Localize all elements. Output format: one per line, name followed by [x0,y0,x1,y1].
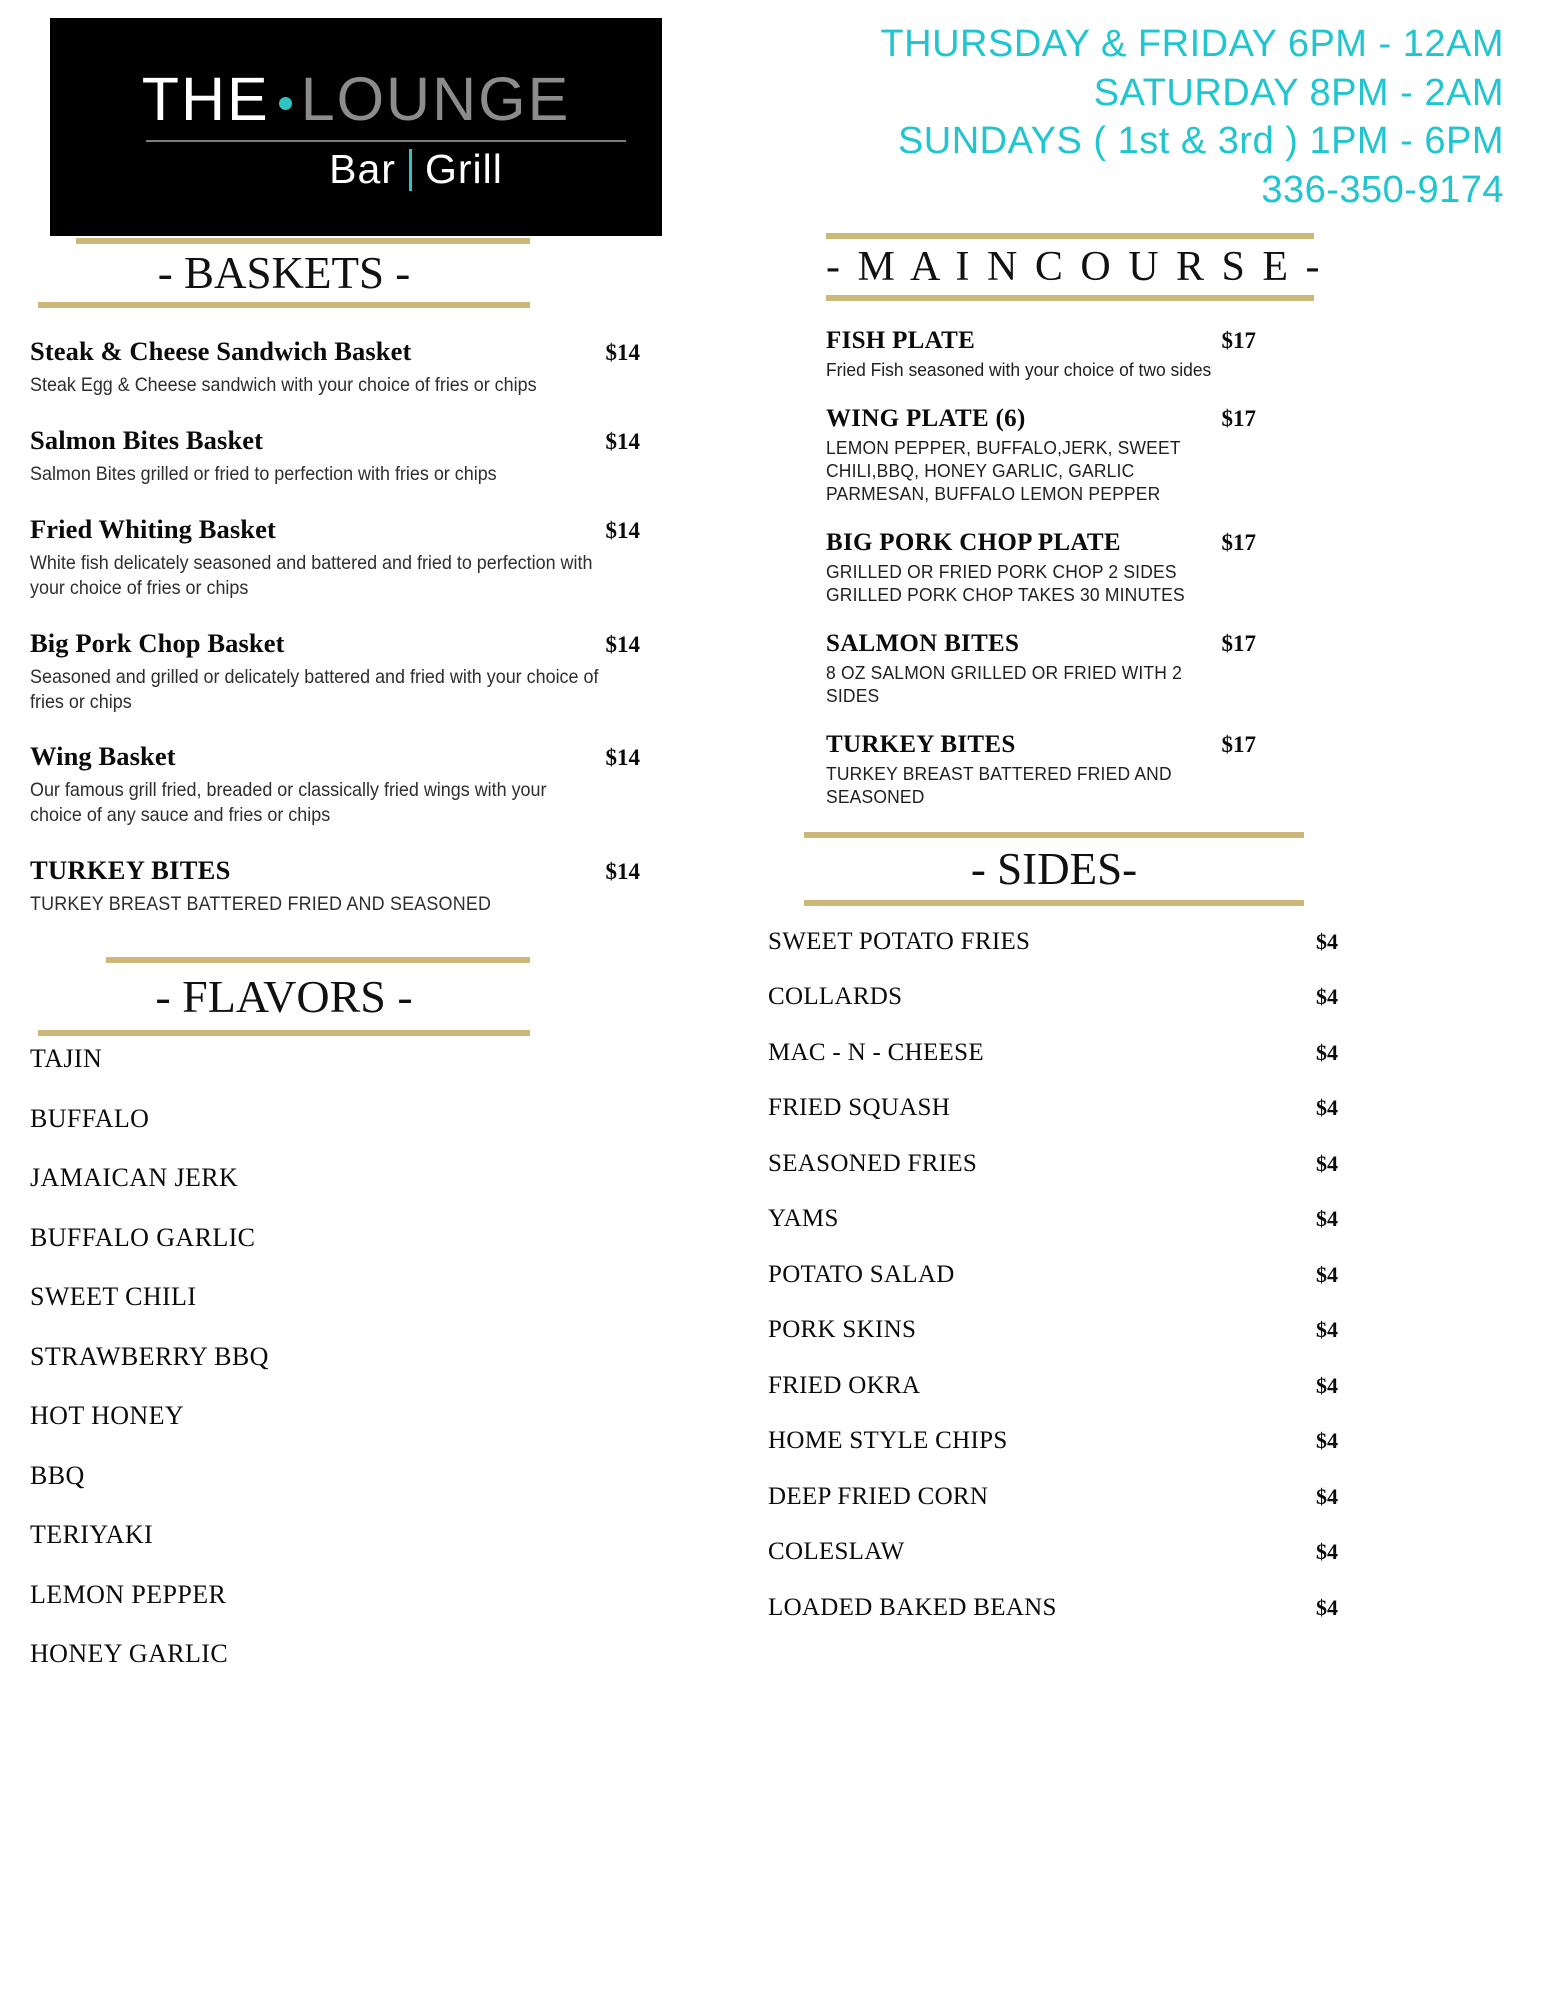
menu-item-name: TURKEY BITES [826,731,1016,759]
menu-item-name: Salmon Bites Basket [30,424,264,455]
menu-item-row [826,327,1256,355]
menu-item-name: WING PLATE (6) [826,404,1026,432]
list-item: STRAWBERRY BBQ [30,1341,269,1371]
side-name: COLESLAW [768,1538,905,1566]
menu-item-price: $17 [1221,630,1256,656]
side-name: PORK SKINS [768,1316,917,1344]
list-item: SWEET CHILI [30,1282,197,1312]
menu-item-row [826,731,1256,759]
side-name: MAC - N - CHEESE [768,1038,984,1066]
side-price: $4 [1316,928,1338,954]
side-price: $4 [1316,1150,1338,1176]
side-price: $4 [1316,1206,1338,1232]
baskets-heading: - BASKETS - [157,248,411,298]
main-course-heading: - M A I N C O U R S E - [826,243,1324,290]
menu-item [826,405,1514,506]
gold-rule-bottom [826,295,1314,301]
menu-item-price: $14 [605,631,640,657]
gold-rule-bottom [38,1030,530,1036]
side-price: $4 [1316,1539,1338,1565]
side-name: HOME STYLE CHIPS [768,1427,1008,1455]
list-item: BUFFALO [30,1103,150,1133]
menu-item-description: TURKEY BREAST BATTERED FRIED AND SEASONED [826,764,1172,808]
right-column [760,10,1544,2000]
side-price: $4 [1316,1317,1338,1343]
menu-item-description: LEMON PEPPER, BUFFALO,JERK, SWEET CHILI,BBQ, HONEY GARLIC, GARLIC PARMESAN, BUFFALO LEMON PEPPER [826,437,1181,504]
list-item: BBQ [30,1460,85,1490]
main-course-item-list [826,327,1514,809]
menu-item-price: $14 [605,339,640,365]
menu-item [30,855,732,917]
menu-item-row [826,405,1256,433]
menu-item-name: FISH PLATE [826,326,976,354]
side-name: YAMS [768,1205,839,1233]
menu-item-price: $17 [1221,327,1256,353]
list-item [768,1372,1338,1400]
list-item [768,1594,1338,1622]
side-name: DEEP FRIED CORN [768,1482,989,1510]
list-item [768,1261,1338,1289]
list-item: JAMAICAN JERK [30,1163,239,1193]
side-name: LOADED BAKED BEANS [768,1593,1057,1621]
menu-item-name: Fried Whiting Basket [30,513,276,544]
menu-item-row [30,628,640,659]
menu-item-price: $14 [605,745,640,771]
side-price: $4 [1316,1428,1338,1454]
menu-item-name: BIG PORK CHOP PLATE [826,528,1121,556]
flavors-heading: - FLAVORS - [155,971,413,1023]
menu-item-description: Seasoned and grilled or delicately battered and fried with your choice of fries or chips [30,665,599,713]
list-item [768,1316,1338,1344]
menu-item [826,731,1514,809]
menu-item-description: Fried Fish seasoned with your choice of two sides [826,359,1212,380]
menu-item [826,327,1514,382]
menu-item-price: $17 [1221,405,1256,431]
list-item [768,983,1338,1011]
list-item [768,1039,1338,1067]
baskets-item-list [30,336,732,918]
menu-item-description: GRILLED OR FRIED PORK CHOP 2 SIDES GRILLED PORK CHOP TAKES 30 MINUTES [826,561,1185,605]
menu-item-price: $14 [605,859,640,885]
baskets-section-header [38,238,530,308]
list-item: TAJIN [30,1044,103,1074]
menu-item-name: Steak & Cheese Sandwich Basket [30,335,412,366]
menu-item-name: TURKEY BITES [30,855,231,886]
list-item [768,1483,1338,1511]
list-item [768,1150,1338,1178]
side-price: $4 [1316,1483,1338,1509]
list-item: LEMON PEPPER [30,1579,227,1609]
logo-lounge-text: LOUNGE [300,65,571,133]
menu-item [30,514,732,601]
menu-item-row [30,425,640,456]
logo-bar-text: Bar [329,146,396,192]
menu-item-description: Our famous grill fried, breaded or classically fried wings with your choice of any sauce and fries or chips [30,779,547,827]
side-price: $4 [1316,1594,1338,1620]
logo-divider [146,140,626,142]
menu-item-price: $14 [605,517,640,543]
hours-line-2: SATURDAY 8PM - 2AM [1093,71,1504,114]
list-item [768,1538,1338,1566]
menu-item-price: $14 [605,428,640,454]
menu-item-description: Steak Egg & Cheese sandwich with your choice of fries or chips [30,373,537,396]
logo-pipe-divider [409,149,412,191]
list-item [768,1427,1338,1455]
side-price: $4 [1316,1039,1338,1065]
restaurant-logo [50,18,662,236]
sides-section-header [804,832,1304,906]
logo-tagline [329,146,503,193]
menu-item-row [826,630,1256,658]
menu-item [30,628,732,715]
sides-item-list [768,928,1514,1622]
logo-wordmark [141,65,571,133]
menu-item-name: SALMON BITES [826,629,1020,657]
menu-item-row [30,336,640,367]
menu-item [30,741,732,828]
list-item: HONEY GARLIC [30,1639,229,1669]
list-item: BUFFALO GARLIC [30,1222,256,1252]
menu-item-name: Big Pork Chop Basket [30,627,285,658]
phone-number[interactable]: 336-350-9174 [1261,168,1504,211]
side-price: $4 [1316,1372,1338,1398]
side-price: $4 [1316,1261,1338,1287]
menu-item-price: $17 [1221,529,1256,555]
menu-item-price: $17 [1221,732,1256,758]
menu-item-row [30,741,640,772]
menu-item-row [30,855,640,886]
side-name: SWEET POTATO FRIES [768,927,1031,955]
side-name: FRIED SQUASH [768,1094,951,1122]
list-item: HOT HONEY [30,1401,185,1431]
side-name: POTATO SALAD [768,1260,955,1288]
left-column [0,10,760,2000]
menu-item-name: Wing Basket [30,741,176,772]
side-name: COLLARDS [768,983,903,1011]
flavors-section-header [38,957,530,1036]
gold-rule-bottom [804,900,1304,906]
menu-item-description: 8 OZ SALMON GRILLED OR FRIED WITH 2 SIDES [826,662,1183,707]
menu-item-description: White fish delicately seasoned and battered and fried to perfection with your choice of fries or chips [30,551,593,599]
logo-dot-icon [279,97,292,110]
gold-rule-bottom [38,302,530,308]
business-hours [760,10,1514,215]
list-item [768,1205,1338,1233]
menu-item [826,630,1514,708]
menu-item [30,425,732,487]
menu-item-row [826,529,1256,557]
sides-heading: - SIDES- [970,844,1138,895]
menu-item [826,529,1514,607]
menu-item-description: TURKEY BREAST BATTERED FRIED AND SEASONED [30,893,492,916]
logo-grill-text: Grill [424,146,503,192]
side-name: SEASONED FRIES [768,1149,978,1177]
hours-line-1: THURSDAY & FRIDAY 6PM - 12AM [880,23,1504,65]
menu-item-description: Salmon Bites grilled or fried to perfection with fries or chips [30,462,497,485]
side-price: $4 [1316,984,1338,1010]
logo-the-text: THE [141,65,270,133]
side-name: FRIED OKRA [768,1371,921,1399]
list-item: TERIYAKI [30,1520,154,1550]
list-item [768,1094,1338,1122]
menu-item [30,336,732,398]
main-course-section-header [826,233,1324,301]
list-item [768,928,1338,956]
side-price: $4 [1316,1095,1338,1121]
flavors-item-list [30,1044,732,1669]
hours-line-3: SUNDAYS ( 1st & 3rd ) 1PM - 6PM [897,120,1504,163]
menu-item-row [30,514,640,545]
